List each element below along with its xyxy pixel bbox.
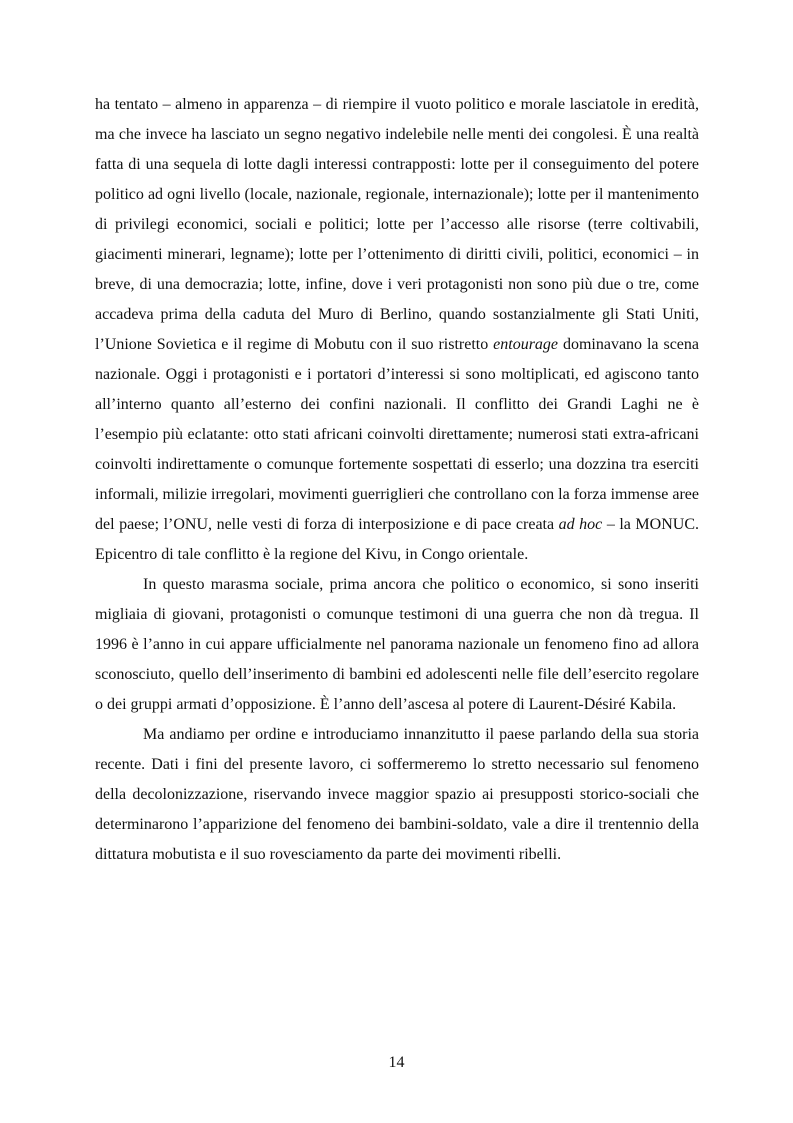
paragraph	[95, 570, 699, 720]
paragraph-text: In questo marasma sociale, prima ancora che politico o economico, si sono inseriti migliaia di giovani, protagonisti o comunque testimoni di una guerra che non dà tregua. Il 1996 è l’anno in cui appare ufficialmente nel panorama nazionale un fenomeno fino ad allora sconosciuto, quello dell’inserimento di bambini ed adolescenti nelle file dell’esercito regolare o dei gruppi armati d’opposizione. È l’anno dell’ascesa al potere di Laurent-Désiré Kabila.	[95, 576, 699, 713]
italic-term: ad hoc	[558, 516, 603, 533]
italic-term: entourage	[493, 336, 559, 353]
paragraph	[95, 90, 699, 570]
paragraph-text: dominavano la scena nazionale. Oggi i protagonisti e i portatori d’interessi si sono moltiplicati, ed agiscono tanto all’interno quanto all’esterno dei confini nazionali. Il conflitto dei Grandi Laghi ne è l’esempio più eclatante: otto stati africani coinvolti direttamente; numerosi stati extra-africani coinvolti indirettamente o comunque fortemente sospettati di esserlo; una dozzina tra eserciti informali, milizie irregolari, movimenti guerriglieri che controllano con la forza immense aree del paese; l’ONU, nelle vesti di forza di interposizione e di pace creata	[95, 336, 699, 533]
paragraph	[95, 720, 699, 870]
paragraph-text: Ma andiamo per ordine e introduciamo innanzitutto il paese parlando della sua storia recente. Dati i fini del presente lavoro, ci soffermeremo lo stretto necessario sul fenomeno della decolonizzazione, riservando invece maggior spazio ai presupposti storico-sociali che determinarono l’apparizione del fenomeno dei bambini-soldato, vale a dire il trentennio della dittatura mobutista e il suo rovesciamento da parte dei movimenti ribelli.	[95, 726, 699, 863]
paragraph-text: – la MONUC. Epicentro di tale conflitto è la regione del Kivu, in Congo orientale.	[95, 516, 699, 563]
paragraph-text: ha tentato – almeno in apparenza – di riempire il vuoto politico e morale lasciatole in eredità, ma che invece ha lasciato un segno negativo indelebile nelle menti dei congolesi. È una realtà fatta di una sequela di lotte dagli interessi contrapposti: lotte per il conseguimento del potere politico ad ogni livello (locale, nazionale, regionale, internazionale); lotte per il mantenimento di privilegi economici, sociali e politici; lotte per l’accesso alle risorse (terre coltivabili, giacimenti minerari, legname); lotte per l’ottenimento di diritti civili, politici, economici – in breve, di una democrazia; lotte, infine, dove i veri protagonisti non sono più due o tre, come accadeva prima della caduta del Muro di Berlino, quando sostanzialmente gli Stati Uniti, l’Unione Sovietica e il regime di Mobutu con il suo ristretto	[95, 96, 699, 353]
document-body	[95, 90, 699, 870]
page-number: 14	[388, 1054, 405, 1071]
